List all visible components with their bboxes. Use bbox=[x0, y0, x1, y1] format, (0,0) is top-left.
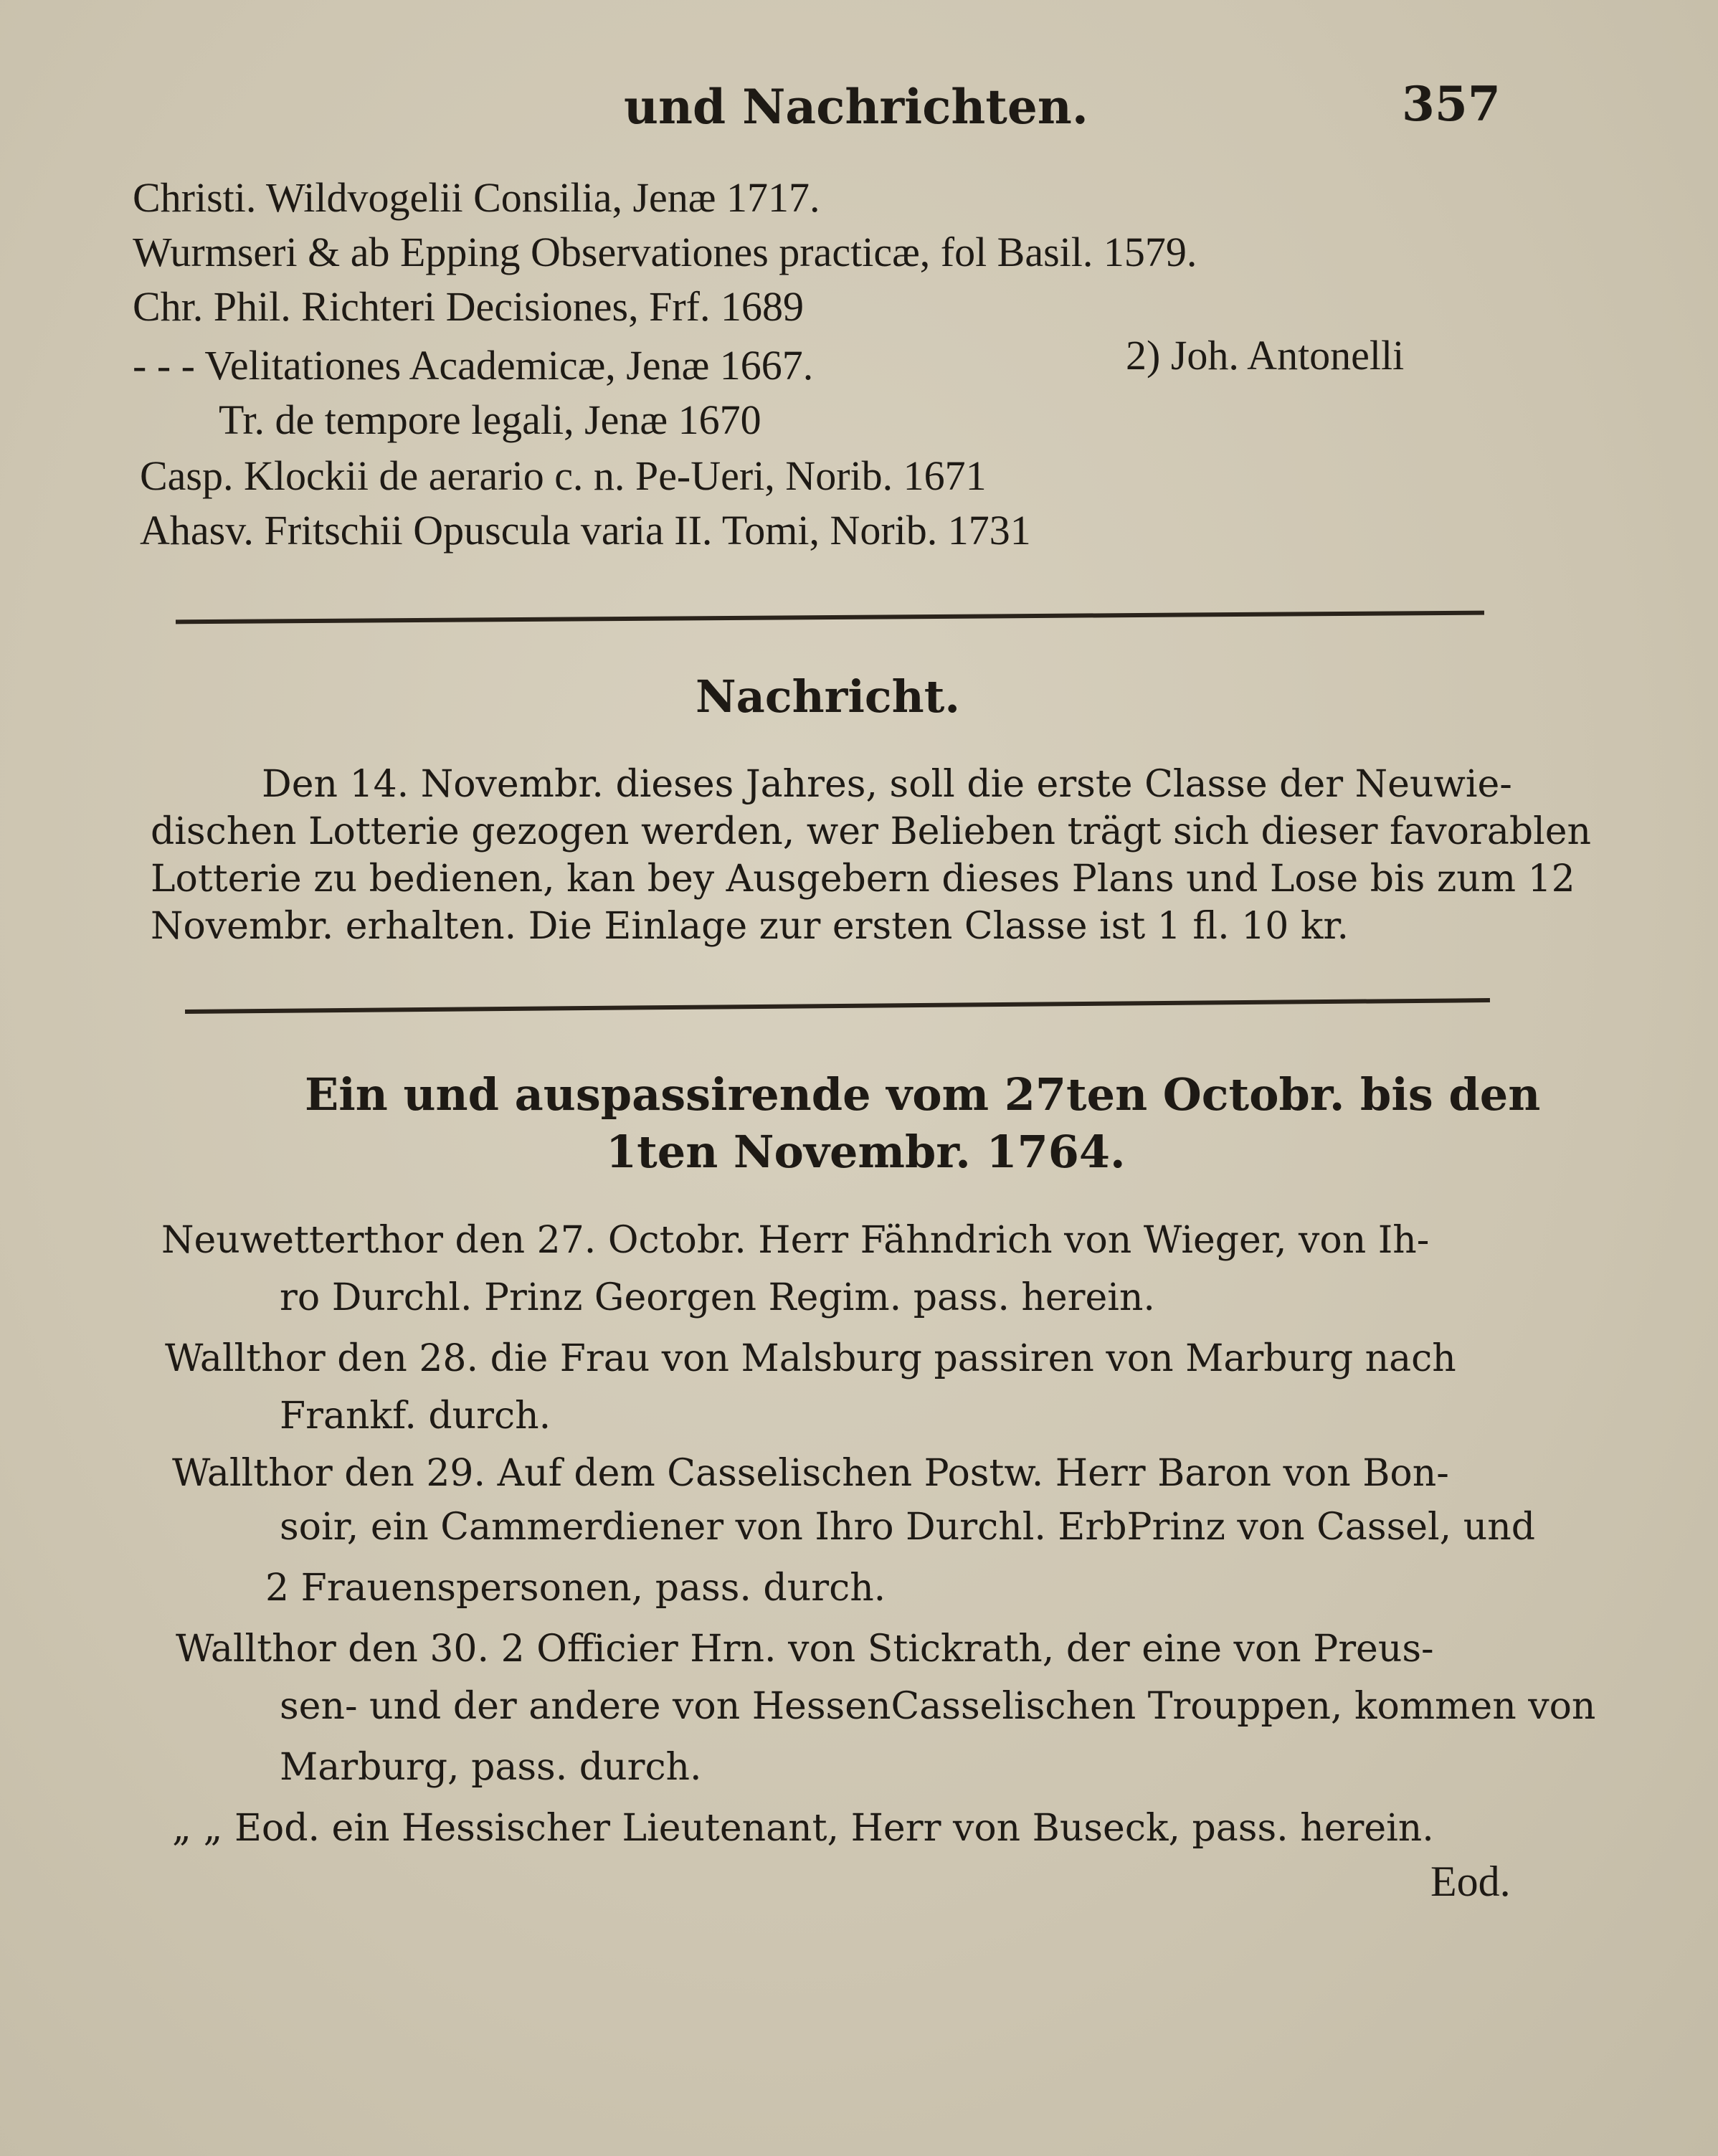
divider-rule bbox=[185, 998, 1490, 1014]
book-entry: - - - Velitationes Academicæ, Jenæ 1667. bbox=[133, 342, 814, 389]
passage-entry-line: sen- und der andere von HessenCasselischen Trouppen, kommen von bbox=[280, 1685, 1596, 1728]
book-entry: 2) Joh. Antonelli bbox=[1126, 332, 1405, 379]
notice-line: dischen Lotterie gezogen werden, wer Belieben trägt sich dieser favorablen bbox=[151, 810, 1592, 853]
book-entry: Wurmseri & ab Epping Observationes practicæ, fol Basil. 1579. bbox=[133, 229, 1197, 275]
book-entry: Casp. Klockii de aerario c. n. Pe-Ueri, Norib. 1671 bbox=[140, 452, 987, 499]
notice-line: Novembr. erhalten. Die Einlage zur ersten Classe ist 1 fl. 10 kr. bbox=[151, 905, 1349, 948]
passage-title-line: 1ten Novembr. 1764. bbox=[606, 1126, 1126, 1178]
passage-entry-line: ro Durchl. Prinz Georgen Regim. pass. herein. bbox=[280, 1276, 1155, 1319]
book-entry: Tr. de tempore legali, Jenæ 1670 bbox=[219, 396, 761, 443]
passage-entry-line: Wallthor den 30. 2 Officier Hrn. von Stickrath, der eine von Preus- bbox=[176, 1628, 1434, 1671]
book-entry: Ahasv. Fritschii Opuscula varia II. Tomi, Norib. 1731 bbox=[140, 507, 1031, 554]
book-entry: Chr. Phil. Richteri Decisiones, Frf. 1689 bbox=[133, 283, 804, 330]
running-head: und Nachrichten. bbox=[624, 79, 1088, 135]
passage-entry-line: Marburg, pass. durch. bbox=[280, 1746, 702, 1789]
notice-line: Den 14. Novembr. dieses Jahres, soll die erste Classe der Neuwie- bbox=[262, 763, 1512, 806]
notice-line: Lotterie zu bedienen, kan bey Ausgebern dieses Plans und Lose bis zum 12 bbox=[151, 858, 1575, 901]
catchword: Eod. bbox=[1430, 1858, 1511, 1905]
divider-rule bbox=[176, 611, 1484, 625]
passage-title-line: Ein und auspassirende vom 27ten Octobr. bis den bbox=[305, 1068, 1541, 1121]
page-number: 357 bbox=[1402, 76, 1501, 132]
passage-entry-line: Neuwetterthor den 27. Octobr. Herr Fähndrich von Wieger, von Ih- bbox=[161, 1219, 1430, 1262]
book-entry: Christi. Wildvogelii Consilia, Jenæ 1717. bbox=[133, 174, 820, 221]
passage-entry-line: Wallthor den 28. die Frau von Malsburg passiren von Marburg nach bbox=[165, 1337, 1456, 1380]
notice-heading: Nachricht. bbox=[696, 670, 960, 723]
passage-entry-line: Wallthor den 29. Auf dem Casselischen Postw. Herr Baron von Bon- bbox=[172, 1452, 1449, 1495]
passage-entry-line: soir, ein Cammerdiener von Ihro Durchl. ErbPrinz von Cassel, und bbox=[280, 1506, 1535, 1549]
passage-entry-line: 2 Frauenspersonen, pass. durch. bbox=[265, 1567, 886, 1610]
passage-entry-line: Frankf. durch. bbox=[280, 1395, 551, 1438]
passage-entry-line: „ „ Eod. ein Hessischer Lieutenant, Herr von Buseck, pass. herein. bbox=[172, 1807, 1434, 1850]
